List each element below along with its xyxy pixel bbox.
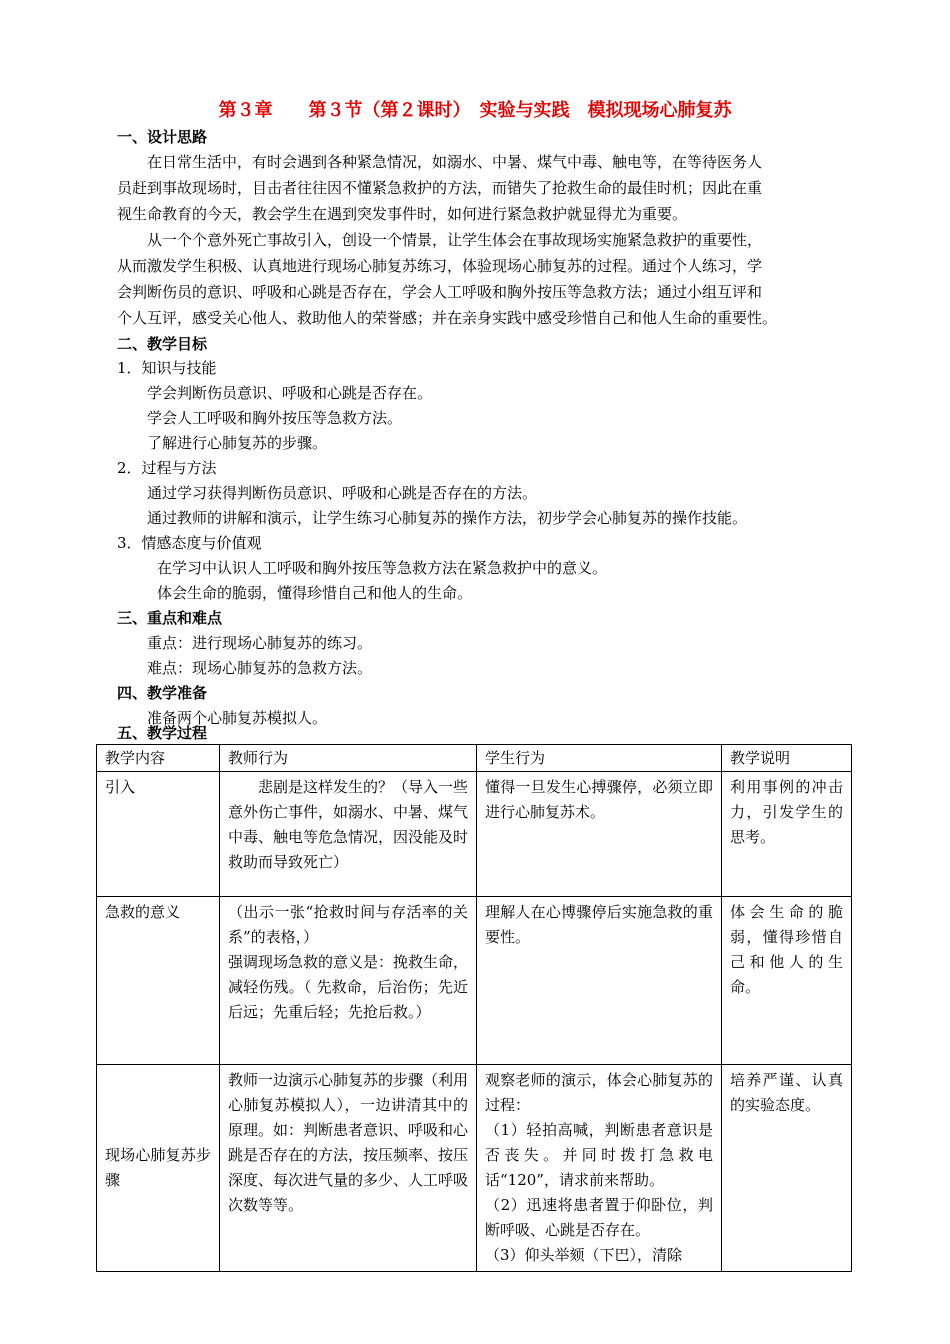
paragraph-line: 视生命教育的今天，教会学生在遇到突发事件时，如何进行紧急救护就显得尤为重要。 bbox=[117, 205, 688, 223]
teaching-process-table bbox=[96, 744, 852, 1272]
subsection-heading: 2．过程与方法 bbox=[117, 459, 217, 477]
cell-text: 培养严谨、认真的实验态度。 bbox=[730, 1071, 843, 1114]
paragraph-line: 员赶到事故现场时，目击者往往因不懂紧急救护的方法，而错失了抢救生命的最佳时机；因此在重 bbox=[117, 179, 763, 197]
content-cell: 引入 bbox=[97, 772, 220, 897]
cell-text: 体会生命的脆弱，懂得珍惜自己和他人的生命。 bbox=[730, 903, 843, 996]
section-heading-process: 五、教学过程 bbox=[117, 724, 208, 742]
section-heading-design: 一、设计思路 bbox=[117, 128, 208, 146]
content-cell: 急救的意义 bbox=[97, 897, 220, 1065]
cell-text: 现场心肺复苏步骤 bbox=[105, 1146, 211, 1189]
cell-text: 观察老师的演示，体会心肺复苏的过程： bbox=[485, 1071, 713, 1114]
student-cell bbox=[477, 772, 722, 897]
list-item: 通过教师的讲解和演示，让学生练习心肺复苏的操作方法，初步学会心肺复苏的操作技能。 bbox=[147, 509, 748, 527]
teacher-cell bbox=[220, 897, 477, 1065]
header-cell: 学生行为 bbox=[477, 745, 722, 772]
header-cell: 教学说明 bbox=[722, 745, 852, 772]
cell-text: 利用事例的冲击力，引发学生的思考。 bbox=[730, 778, 843, 846]
cell-text: （1）轻拍高喊，判断患者意识是否丧失。并同时拨打急救电话“120”，请求前来帮助。 bbox=[485, 1121, 713, 1189]
cell-text: 强调现场急救的意义是：挽救生命，减轻伤残。（ 先救命，后治伤；先近后远；先重后轻；先抢后救。） bbox=[228, 953, 469, 1021]
cell-text: 悲剧是这样发生的？（导入一些意外伤亡事件，如溺水、中暑、煤气中毒、触电等危急情况，因没能及时救助而导致死亡） bbox=[228, 778, 469, 871]
note-cell bbox=[722, 772, 852, 897]
paragraph-line: 从而激发学生积极、认真地进行现场心肺复苏练习，体验现场心肺复苏的过程。通过个人练习，学 bbox=[117, 257, 763, 275]
list-item: 了解进行心肺复苏的步骤。 bbox=[147, 434, 328, 452]
section-heading-keypoints: 三、重点和难点 bbox=[117, 609, 223, 627]
cell-text: （3）仰头举颏（下巴），清除 bbox=[485, 1246, 683, 1264]
table-row bbox=[97, 1065, 852, 1272]
cell-text: （出示一张“抢救时间与存活率的关系”的表格，） bbox=[228, 903, 468, 946]
table-header-row bbox=[97, 745, 852, 772]
note-cell bbox=[722, 897, 852, 1065]
subsection-heading: 3．情感态度与价值观 bbox=[117, 534, 262, 552]
list-item: 在学习中认识人工呼吸和胸外按压等急救方法在紧急救护中的意义。 bbox=[157, 559, 608, 577]
paragraph-line: 会判断伤员的意识、呼吸和心跳是否存在，学会人工呼吸和胸外按压等急救方法；通过小组互评和 bbox=[117, 283, 763, 301]
subsection-heading: 1．知识与技能 bbox=[117, 359, 217, 377]
section-heading-preparation: 四、教学准备 bbox=[117, 684, 208, 702]
cell-text: （2）迅速将患者置于仰卧位，判断呼吸、心跳是否存在。 bbox=[485, 1196, 713, 1239]
list-item: 难点：现场心肺复苏的急救方法。 bbox=[147, 659, 373, 677]
content-cell bbox=[97, 1065, 220, 1272]
cell-text: 教师一边演示心肺复苏的步骤（利用心肺复苏模拟人），一边讲清其中的原理。如：判断患者意识、呼吸和心跳是否存在的方法，按压频率、按压深度、每次进气量的多少、人工呼吸次数等等。 bbox=[228, 1071, 469, 1214]
header-cell: 教学内容 bbox=[97, 745, 220, 772]
teacher-cell bbox=[220, 1065, 477, 1272]
list-item: 学会判断伤员意识、呼吸和心跳是否存在。 bbox=[147, 384, 433, 402]
paragraph-line: 个人互评，感受关心他人、救助他人的荣誉感；并在亲身实践中感受珍惜自己和他人生命的重要性。 bbox=[117, 309, 778, 327]
paragraph-line: 在日常生活中，有时会遇到各种紧急情况，如溺水、中暑、煤气中毒、触电等，在等待医务人 bbox=[147, 153, 763, 171]
student-cell bbox=[477, 1065, 722, 1272]
page-title: 第３章 第３节（第２课时） 实验与实践 模拟现场心肺复苏 bbox=[218, 100, 732, 121]
list-item: 准备两个心肺复苏模拟人。 bbox=[147, 709, 328, 727]
paragraph-line: 从一个个意外死亡事故引入，创设一个情景，让学生体会在事故现场实施紧急救护的重要性， bbox=[147, 231, 763, 249]
list-item: 学会人工呼吸和胸外按压等急救方法。 bbox=[147, 409, 403, 427]
section-heading-objectives: 二、教学目标 bbox=[117, 335, 208, 353]
note-cell bbox=[722, 1065, 852, 1272]
header-cell: 教师行为 bbox=[220, 745, 477, 772]
student-cell bbox=[477, 897, 722, 1065]
list-item: 通过学习获得判断伤员意识、呼吸和心跳是否存在的方法。 bbox=[147, 484, 538, 502]
teacher-cell bbox=[220, 772, 477, 897]
cell-text: 懂得一旦发生心搏骤停，必须立即进行心肺复苏术。 bbox=[485, 778, 713, 821]
cell-text: 理解人在心博骤停后实施急救的重要性。 bbox=[485, 903, 713, 946]
table-row bbox=[97, 772, 852, 897]
list-item: 重点：进行现场心肺复苏的练习。 bbox=[147, 634, 373, 652]
list-item: 体会生命的脆弱，懂得珍惜自己和他人的生命。 bbox=[157, 584, 473, 602]
table-row bbox=[97, 897, 852, 1065]
